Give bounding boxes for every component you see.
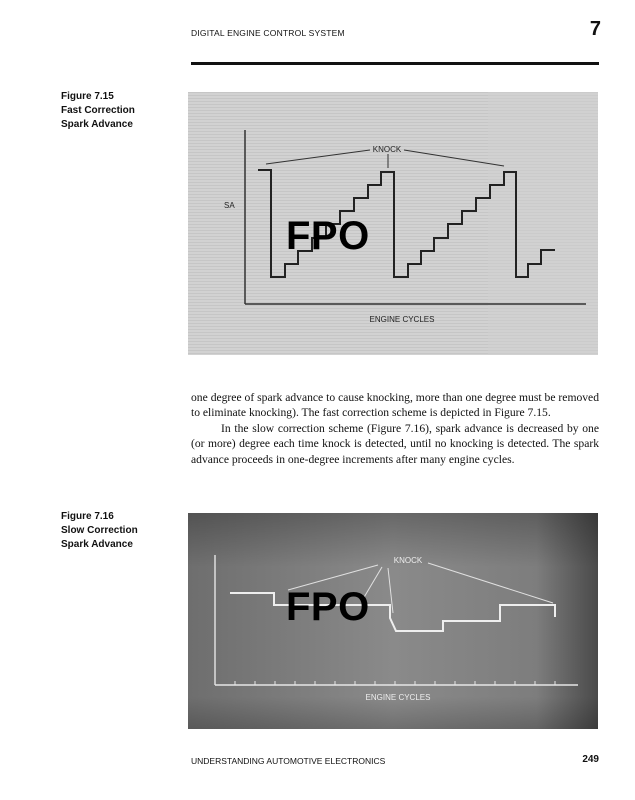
knock-label: KNOCK <box>372 145 402 154</box>
fpo-label: FPO <box>286 214 370 258</box>
x-axis-label: ENGINE CYCLES <box>365 693 431 702</box>
figure-7-15-image <box>188 92 598 355</box>
slow-correction-diagram <box>188 513 598 729</box>
figure-7-15-caption <box>61 90 135 132</box>
footer-book-title: UNDERSTANDING AUTOMOTIVE ELECTRONICS <box>191 756 386 766</box>
running-head: DIGITAL ENGINE CONTROL SYSTEM <box>191 28 345 38</box>
sa-label: SA <box>224 201 235 210</box>
figure-7-16-caption <box>61 510 138 552</box>
caption-line: Figure 7.15 <box>61 91 114 102</box>
caption-line: Spark Advance <box>61 119 133 130</box>
paragraph: one degree of spark advance to cause knocking, more than one degree must be removed to eliminate knocking). The fast correction scheme is depicted in Figure 7.15. <box>191 391 599 420</box>
x-axis-label: ENGINE CYCLES <box>369 315 435 324</box>
caption-line: Spark Advance <box>61 539 133 550</box>
fpo-label: FPO <box>286 585 370 629</box>
chapter-number: 7 <box>589 18 601 40</box>
header-rule <box>191 62 599 65</box>
body-text <box>191 390 599 467</box>
caption-line: Fast Correction <box>61 105 135 116</box>
paragraph: In the slow correction scheme (Figure 7.16), spark advance is decreased by one (or more) degree each time knock is detected, until no knocking is detected. The spark advance proceeds in one-degree increments after many engine cycles. <box>191 421 599 466</box>
knock-label: KNOCK <box>393 556 423 565</box>
caption-line: Slow Correction <box>61 525 138 536</box>
page-number: 249 <box>582 754 599 765</box>
figure-7-16-image <box>188 513 598 729</box>
caption-line: Figure 7.16 <box>61 511 114 522</box>
fast-correction-diagram <box>188 92 598 355</box>
